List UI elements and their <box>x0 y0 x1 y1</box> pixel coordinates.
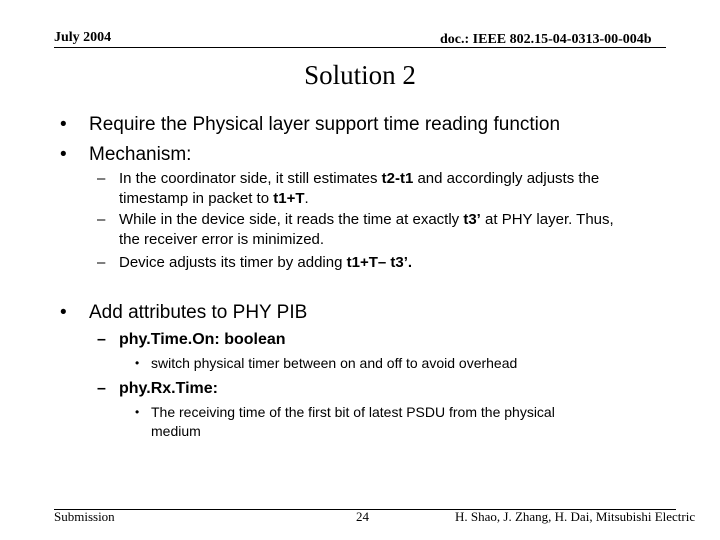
text-run: and accordingly adjusts the <box>413 170 600 187</box>
bold-term: t1+T <box>273 190 305 207</box>
text-run: medium <box>151 423 201 439</box>
sub-bullet-adjust <box>97 253 677 273</box>
detail-text <box>151 403 555 441</box>
header-rule <box>54 47 666 48</box>
detail-phy-rx-time <box>135 403 695 441</box>
dash-marker: – <box>97 380 106 397</box>
text-run: the receiver error is minimized. <box>119 231 325 248</box>
sub-bullet-coordinator <box>97 169 677 209</box>
footer-submission: Submission <box>54 509 115 524</box>
dash-marker: – <box>97 331 106 348</box>
sub-bullet-phy-time-on <box>97 330 677 350</box>
footer-page-number: 24 <box>356 509 369 524</box>
attribute-label: phy.Rx.Time: <box>119 380 218 397</box>
sub-bullet-text <box>119 210 614 250</box>
bold-term: t2-t1 <box>381 170 414 187</box>
bold-term: t3’ <box>463 211 481 228</box>
sub-bullet-phy-rx-time <box>97 379 677 399</box>
footer-authors: H. Shao, J. Zhang, H. Dai, Mitsubishi Electric <box>455 509 696 524</box>
dash-marker: – <box>97 170 106 187</box>
bullet-mechanism <box>60 143 660 166</box>
bullet-marker: • <box>60 302 67 323</box>
dot-marker: • <box>135 405 140 419</box>
detail-phy-time-on <box>135 354 695 373</box>
text-run: timestamp in packet to <box>119 190 274 207</box>
text-run: In the coordinator side, it still estimates <box>119 170 382 187</box>
dot-marker: • <box>135 356 140 370</box>
sub-bullet-text <box>119 253 412 273</box>
dash-marker: – <box>97 211 106 228</box>
text-run: Device adjusts its timer by adding <box>119 254 347 271</box>
bullet-text: Require the Physical layer support time reading function <box>89 114 561 135</box>
bullet-marker: • <box>60 144 67 165</box>
bullet-text: Add attributes to PHY PIB <box>89 302 308 323</box>
text-run: The receiving time of the first bit of latest PSDU from the physical <box>151 404 555 420</box>
slide-title: Solution 2 <box>304 60 416 90</box>
detail-text: switch physical timer between on and off to avoid overhead <box>151 355 518 371</box>
attribute-label: phy.Time.On: boolean <box>119 331 286 348</box>
bullet-add-attributes <box>60 301 660 324</box>
sub-bullet-text <box>119 169 599 209</box>
text-run: . <box>304 190 309 207</box>
dash-marker: – <box>97 254 106 271</box>
bullet-marker: • <box>60 114 67 135</box>
header-date: July 2004 <box>54 30 112 45</box>
header-doc-id: doc.: IEEE 802.15-04-0313-00-004b <box>440 32 652 47</box>
bullet-text: Mechanism: <box>89 144 192 165</box>
bullet-require <box>60 113 660 136</box>
text-run: While in the device side, it reads the time at exactly <box>119 211 464 228</box>
text-run: at PHY layer. Thus, <box>480 211 614 228</box>
sub-bullet-device <box>97 210 677 250</box>
bold-term: t1+T– t3’. <box>346 254 413 271</box>
